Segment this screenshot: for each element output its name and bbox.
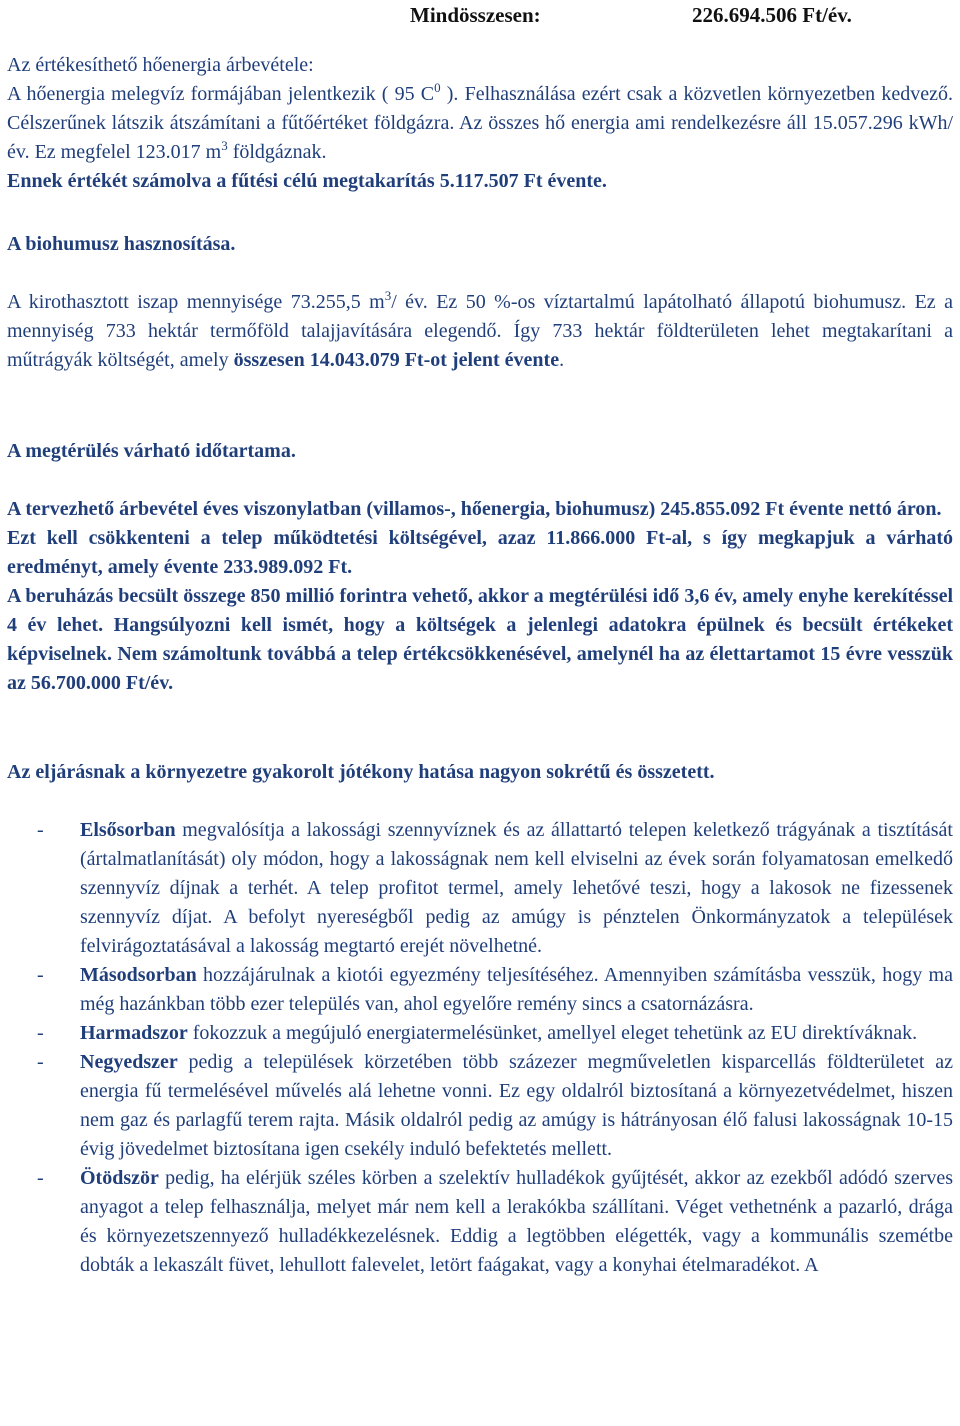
heat-savings: Ennek értékét számolva a fűtési célú megtakarítás 5.117.507 Ft évente.: [7, 170, 607, 192]
payback-heading: A megtérülés várható időtartama.: [7, 440, 296, 462]
list-item: - Harmadszor fokozzuk a megújuló energiatermelésünket, amellyel eleget tehetünk az EU direktíváknak.: [37, 1022, 918, 1044]
list-item: - Elsősorban megvalósítja a lakossági szennyvíznek és az állattartó telepen keletkező trágyának a tisztítását (ártalmatlanítását) oly módon, hogy a lakosságnak nem kell elviselni az évek során folyamatosan emelkedő szennyvíz díjnak a terhét. A telep profitot termel, amely lehetővé teszi, hogy a lakosok ne fizessenek szennyvíz díjat. A befolyt nyereségből pedig az amúgy is pénztelen Önkormányzatok a települések felvirágoztatásával a lakosság megtartó erejét növelhetné.: [37, 819, 953, 957]
list-item: - Ötödször pedig, ha elérjük széles körben a szelektív hulladékok gyűjtését, akkor az ezekből adódó szerves anyagot a telep felhasználja, melyet már nem kell a lerakókba szállítani. Véget vethetnénk a pazarló, drága és környezetszennyező hulladékkezelésnek. Eddig a legtöbben elégették, vagy a kommunális szemétbe dobták a lekaszált füvet, lehullott falevelet, letört faágakat, vagy a konyhai ételmaradékot. A: [37, 1167, 953, 1276]
payback-investment: A beruházás becsült összege 850 millió forintra vehető, akkor a megtérülési idő 3,6 év, amely enyhe kerekítéssel 4 év lehet. Hangsúlyozni kell ismét, hogy a költségek a jelenlegi adatokra épülnek és becsült értékeket képviselnek. Nem számoltunk továbbá a telep értékcsökkenésével, amelynél ha az élettartamot 15 évre vesszük az 56.700.000 Ft/év.: [7, 585, 953, 694]
list-item: - Negyedszer pedig a települések körzetében több százezer megműveletlen kisparcellás földterületet az energia fű termelésével művelés alá lehetne vonni. Ez egy oldalról biztosítaná a környezetvédelmet, hiszen nem gaz és parlagfű terem rajta. Másik oldalról pedig az amúgy is hátrányosan élő falusi lakosságnak 10-15 évig jövedelmet biztosítana igen csekély induló befektetés mellett.: [37, 1051, 953, 1160]
benefits-list: [7, 816, 953, 1280]
heat-heading: Az értékesíthető hőenergia árbevétele:: [7, 54, 314, 76]
biohumus-section: [7, 230, 953, 375]
payback-section: [7, 437, 953, 698]
payback-revenue: A tervezhető árbevétel éves viszonylatban (villamos-, hőenergia, biohumusz) 245.855.092 Ft évente nettó áron.: [7, 498, 942, 520]
biohumus-heading: A biohumusz hasznosítása.: [7, 233, 236, 255]
heat-paragraph: A hőenergia melegvíz formájában jelentkezik ( 95 $C^0$ ). Felhasználása ezért csak a közvetlen környezetben kedvező. Célszerűnek látszik átszámítani a fűtőértéket földgázra. Az összes hő energia ami rendelkezésre áll 15.057.296 kWh/év. Ez megfelel 123.017 $m^3$ földgáznak.: [7, 80, 953, 163]
list-item: - Másodsorban hozzájárulnak a kiotói egyezmény teljesítéséhez. Amennyiben számításba vesszük, hogy ma még hazánkban több ezer település van, ahol egyelőre remény sincs a csatornázásra.: [37, 964, 953, 1015]
biohumus-paragraph: A kirothasztott iszap mennyisége 73.255,5 $m^3/$ év. Ez 50 %-os víztartalmú lapátolható állapotú biohumusz. Ez a mennyiség 733 hektár termőföld talajjavítására elegendő. Így 733 hektár földterületen lehet megtakarítani a műtrágyák költségét, amely összesen 14.043.079 Ft-ot jelent évente.: [7, 288, 953, 371]
total-row: [410, 0, 852, 30]
total-value: 226.694.506 Ft/év.: [692, 3, 852, 27]
total-label: Mindösszesen:: [410, 3, 541, 27]
payback-result: Ezt kell csökkenteni a telep működtetési költségével, azaz 11.866.000 Ft-al, s így megkapjuk a várható eredményt, amely évente 233.989.092 Ft.: [7, 527, 953, 578]
heat-section: [7, 51, 953, 196]
benefits-section: [7, 758, 953, 1280]
benefits-heading: Az eljárásnak a környezetre gyakorolt jótékony hatása nagyon sokrétű és összetett.: [7, 761, 715, 783]
